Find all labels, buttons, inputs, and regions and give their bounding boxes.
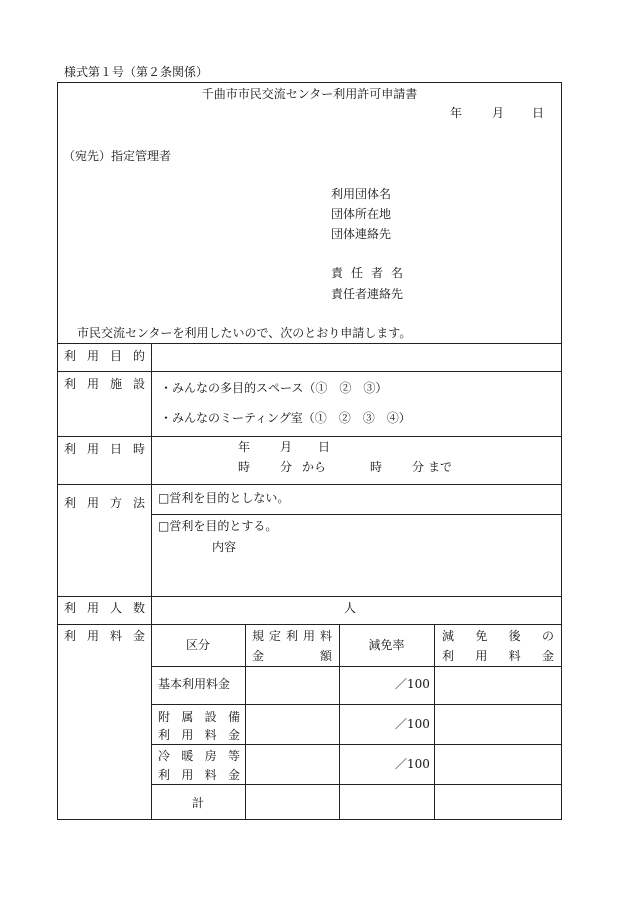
label-datetime: 利 用 日 時: [64, 442, 145, 456]
method-option-profit[interactable]: □営利を目的とする。: [158, 519, 278, 533]
fee-rate-basic: ／100: [395, 677, 430, 691]
fee-header-exemption-rate: 減免率: [368, 638, 405, 652]
fee-header-bottom: [151, 666, 562, 667]
datetime-until: まで: [428, 460, 453, 474]
datetime-start-minute: 分: [280, 460, 293, 474]
facility-option-multipurpose[interactable]: ・みんなの多目的スペース（① ② ③）: [160, 381, 388, 395]
fee-item-equipment-line2: 利 用 料 金: [158, 728, 240, 742]
datetime-year: 年: [238, 440, 251, 454]
datetime-from: から: [302, 460, 327, 474]
date-month-label: 月: [492, 106, 505, 120]
field-group-address: 団体所在地: [331, 207, 392, 221]
fee-item-total: 計: [191, 796, 204, 810]
field-group-contact: 団体連絡先: [331, 227, 392, 241]
application-statement: 市民交流センターを利用したいので、次のとおり申請します。: [77, 326, 412, 340]
label-column-divider: [151, 343, 152, 820]
divider-method-mid: [151, 514, 562, 515]
fee-row3-bottom: [151, 784, 562, 785]
fee-col3-divider: [434, 624, 435, 820]
people-unit: 人: [344, 601, 357, 615]
fee-item-aircon-line2: 利 用 料 金: [158, 768, 240, 782]
datetime-end-hour: 時: [370, 460, 383, 474]
fee-header-regular-line1: 規 定 利 用 料: [252, 629, 332, 643]
label-people: 利 用 人 数: [64, 601, 145, 615]
divider-purpose-top: [57, 343, 562, 344]
label-facility: 利 用 施 設: [64, 377, 145, 391]
fee-rate-equipment: ／100: [395, 717, 430, 731]
label-purpose: 利 用 目 的: [64, 349, 145, 363]
fee-header-after-line1: 減 免 後 の: [442, 629, 554, 643]
label-method: 利 用 方 法: [64, 496, 145, 510]
divider-method-top: [57, 484, 562, 485]
addressee: （宛先）指定管理者: [63, 149, 172, 163]
date-year-label: 年: [450, 106, 463, 120]
fee-header-category: 区分: [185, 638, 210, 652]
fee-row2-bottom: [151, 744, 562, 745]
fee-row1-bottom: [151, 704, 562, 705]
field-group-name: 利用団体名: [331, 187, 392, 201]
datetime-day: 日: [318, 440, 331, 454]
form-title: 千曲市市民交流センター利用許可申請書: [201, 87, 418, 101]
form-number: 様式第１号（第２条関係）: [64, 65, 209, 79]
fee-col2-divider: [339, 624, 340, 820]
method-content-label: 内容: [212, 540, 237, 554]
datetime-start-hour: 時: [238, 460, 251, 474]
field-representative-name: 責 任 者 名: [331, 266, 403, 280]
fee-item-equipment-line1: 附 属 設 備: [158, 710, 240, 724]
fee-rate-aircon: ／100: [395, 757, 430, 771]
fee-header-after-line2: 利 用 料 金: [442, 649, 554, 663]
fee-item-aircon-line1: 冷 暖 房 等: [158, 749, 240, 763]
fee-col1-divider: [245, 624, 246, 820]
date-day-label: 日: [532, 106, 545, 120]
divider-fee-top: [57, 624, 562, 625]
label-fee: 利 用 料 金: [64, 629, 145, 643]
divider-people-top: [57, 596, 562, 597]
datetime-end-minute: 分: [412, 460, 425, 474]
facility-option-meeting[interactable]: ・みんなのミーティング室（① ② ③ ④）: [160, 411, 411, 425]
fee-header-regular-line2: 金 額: [252, 649, 332, 663]
divider-facility-top: [57, 371, 562, 372]
field-representative-contact: 責任者連絡先: [331, 287, 404, 301]
datetime-month: 月: [280, 440, 293, 454]
divider-datetime-top: [57, 436, 562, 437]
fee-item-basic: 基本利用料金: [158, 677, 231, 691]
method-option-nonprofit[interactable]: □営利を目的としない。: [158, 491, 290, 505]
